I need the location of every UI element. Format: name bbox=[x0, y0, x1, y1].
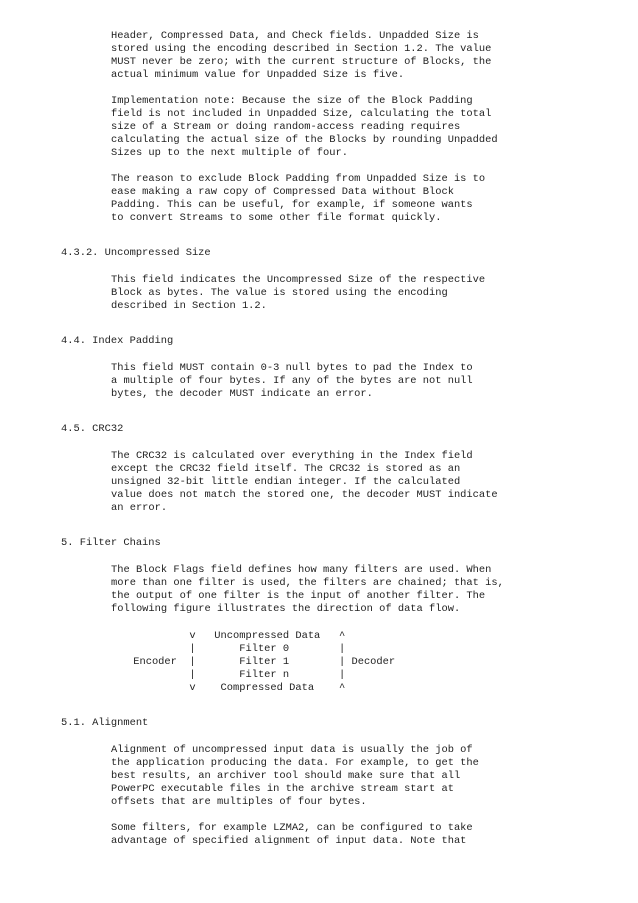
text-line: MUST never be zero; with the current structure of Blocks, the bbox=[111, 56, 492, 68]
text-line: best results, an archiver tool should make sure that all bbox=[111, 770, 461, 782]
text-line: The reason to exclude Block Padding from Unpadded Size is to bbox=[111, 173, 486, 185]
text-line: described in Section 1.2. bbox=[111, 300, 267, 312]
text-line: Sizes up to the next multiple of four. bbox=[111, 147, 348, 159]
text-line: ease making a raw copy of Compressed Data without Block bbox=[111, 186, 454, 198]
figure-line: v Compressed Data ^ bbox=[127, 682, 346, 694]
text-line: the application producing the data. For example, to get the bbox=[111, 757, 479, 769]
text-line: except the CRC32 field itself. The CRC32 is stored as an bbox=[111, 463, 461, 475]
section-heading-4-4: 4.4. Index Padding bbox=[61, 335, 174, 347]
section-heading-4-5: 4.5. CRC32 bbox=[61, 423, 124, 435]
text-line: The Block Flags field defines how many filters are used. When bbox=[111, 564, 492, 576]
text-line: more than one filter is used, the filters are chained; that is, bbox=[111, 577, 504, 589]
text-line: Block as bytes. The value is stored using the encoding bbox=[111, 287, 448, 299]
text-line: offsets that are multiples of four bytes. bbox=[111, 796, 367, 808]
text-line: Some filters, for example LZMA2, can be configured to take bbox=[111, 822, 473, 834]
text-line: size of a Stream or doing random-access reading requires bbox=[111, 121, 461, 133]
section-heading-5-1: 5.1. Alignment bbox=[61, 717, 149, 729]
text-line: The CRC32 is calculated over everything in the Index field bbox=[111, 450, 473, 462]
text-line: Implementation note: Because the size of the Block Padding bbox=[111, 95, 473, 107]
text-line: value does not match the stored one, the decoder MUST indicate bbox=[111, 489, 498, 501]
text-line: advantage of specified alignment of input data. Note that bbox=[111, 835, 467, 847]
section-heading-5: 5. Filter Chains bbox=[61, 537, 161, 549]
text-line: PowerPC executable files in the archive stream start at bbox=[111, 783, 454, 795]
text-line: unsigned 32-bit little endian integer. If the calculated bbox=[111, 476, 461, 488]
text-line: This field indicates the Uncompressed Size of the respective bbox=[111, 274, 486, 286]
text-line: actual minimum value for Unpadded Size is five. bbox=[111, 69, 405, 81]
text-line: a multiple of four bytes. If any of the bytes are not null bbox=[111, 375, 473, 387]
text-line: the output of one filter is the input of another filter. The bbox=[111, 590, 486, 602]
figure-line: | Filter n | bbox=[127, 669, 346, 681]
text-line: stored using the encoding described in Section 1.2. The value bbox=[111, 43, 492, 55]
section-heading-4-3-2: 4.3.2. Uncompressed Size bbox=[61, 247, 211, 259]
text-line: Padding. This can be useful, for example, if someone wants bbox=[111, 199, 473, 211]
text-line: This field MUST contain 0-3 null bytes to pad the Index to bbox=[111, 362, 473, 374]
text-line: following figure illustrates the direction of data flow. bbox=[111, 603, 461, 615]
figure-line: Encoder | Filter 1 | Decoder bbox=[127, 656, 396, 668]
text-line: field is not included in Unpadded Size, calculating the total bbox=[111, 108, 492, 120]
text-line: bytes, the decoder MUST indicate an error. bbox=[111, 388, 373, 400]
text-line: Alignment of uncompressed input data is usually the job of bbox=[111, 744, 473, 756]
text-line: an error. bbox=[111, 502, 168, 514]
figure-line: v Uncompressed Data ^ bbox=[127, 630, 346, 642]
text-line: to convert Streams to some other file format quickly. bbox=[111, 212, 442, 224]
text-line: Header, Compressed Data, and Check fields. Unpadded Size is bbox=[111, 30, 479, 42]
text-line: calculating the actual size of the Blocks by rounding Unpadded bbox=[111, 134, 498, 146]
figure-line: | Filter 0 | bbox=[127, 643, 346, 655]
